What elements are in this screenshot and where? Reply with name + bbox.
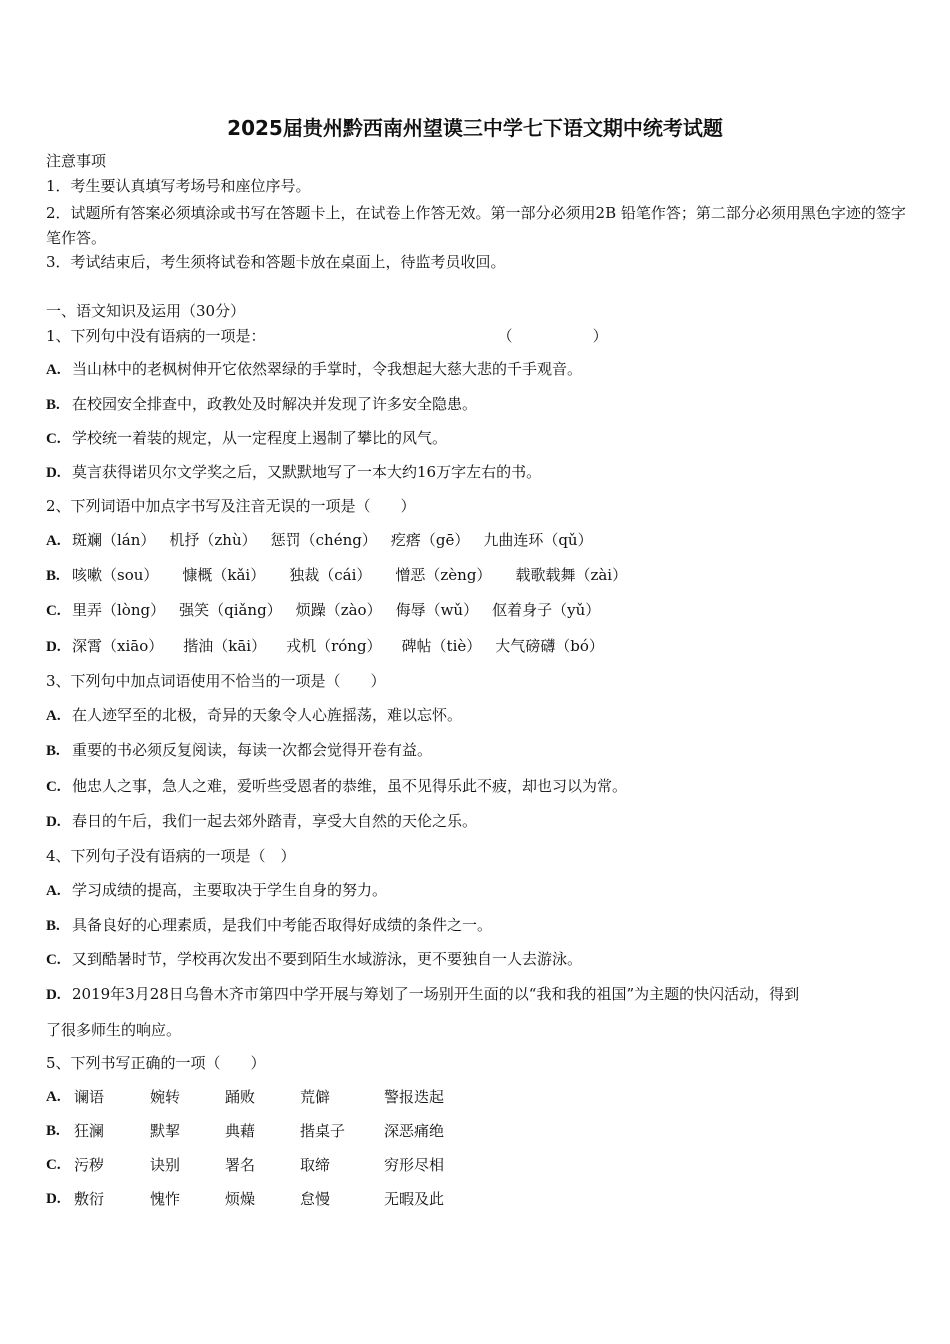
option-text: 在校园安全排查中，政教处及时解决并发现了许多安全隐患。 [72,395,478,413]
option-word: 愧怍 [150,1190,181,1208]
option-word: 揩油（kāi） [183,637,267,655]
option-word: 侮辱（wǔ） [395,601,479,619]
option-row [46,462,541,483]
option-row [46,428,447,449]
section-heading: 一、语文知识及运用（30分） [46,302,246,320]
option-row [46,915,492,936]
option-row [46,636,618,657]
answer-paren [498,326,608,346]
question-stem: 3、下列句中加点词语使用不恰当的一项是（ ） [46,672,386,690]
option-word: 典藉 [225,1122,256,1140]
option-row [46,811,477,832]
option-letter: C. [46,603,61,619]
option-row [46,530,607,551]
option-word: 强笑（qiǎng） [179,601,282,619]
option-word: 烦躁（zào） [295,601,382,619]
option-letter: B. [46,397,60,413]
option-letter: C. [46,779,61,795]
question-stem: 4、下列句子没有语病的一项是（ ） [46,847,296,865]
option-row [46,949,582,970]
option-word: 独裁（cái） [289,566,372,584]
option-word: 伛着身子（yǔ） [492,601,601,619]
option-word: 诀别 [150,1156,181,1174]
notice-heading: 注意事项 [46,152,107,170]
option-word: 咳嗽（sou） [72,566,159,584]
option-word: 载歌载舞（zài） [515,566,628,584]
page-title: 2025届贵州黔西南州望谟三中学七下语文期中统考试题 [227,116,723,140]
option-word: 憎恶（zèng） [395,566,492,584]
option-letter: D. [46,814,61,830]
option-letter: D. [46,1191,61,1207]
option-word: 疙瘩（gē） [390,531,470,549]
notice-item: 2．试题所有答案必须填涂或书写在答题卡上，在试卷上作答无效。第一部分必须用2B 铅笔作答；第二部分必须用黑色字迹的签字笔作答。 [46,204,906,247]
option-letter: B. [46,918,60,934]
option-letter: C. [46,431,61,447]
option-word: 踊败 [225,1088,256,1106]
option-text: 学校统一着装的规定，从一定程度上遏制了攀比的风气。 [72,429,448,447]
option-row [46,776,627,797]
option-word: 污秽 [74,1156,105,1174]
option-word: 碑帖（tiè） [401,637,482,655]
question-stem: 5、下列书写正确的一项（ ） [46,1054,266,1072]
option-letter: A. [46,708,61,724]
option-row [46,705,462,726]
option-word: 婉转 [150,1088,181,1106]
option-letter: D. [46,465,61,481]
option-letter: B. [46,568,60,584]
option-word: 深恶痛绝 [384,1122,445,1140]
option-word: 九曲连环（qǔ） [483,531,593,549]
q1-stem-text: 1、下列句中没有语病的一项是： [46,327,266,345]
option-text: 学习成绩的提高，主要取决于学生自身的努力。 [72,881,388,899]
notice-item: 3．考试结束后，考生须将试卷和答题卡放在桌面上，待监考员收回。 [46,253,506,271]
option-word: 大气磅礴（bó） [495,637,604,655]
option-word: 谰语 [74,1088,105,1106]
option-text: 具备良好的心理素质，是我们中考能否取得好成绩的条件之一。 [72,916,493,934]
option-word: 取缔 [300,1156,331,1174]
option-text: 他忠人之事，急人之难，爱听些受恩者的恭维，虽不见得乐此不疲，却也习以为常。 [72,777,628,795]
option-letter: A. [46,883,61,899]
option-letter: C. [46,1157,61,1173]
option-row [46,394,477,415]
option-letter: C. [46,952,61,968]
option-text: 莫言获得诺贝尔文学奖之后，又默默地写了一本大约16万字左右的书。 [72,463,542,481]
option-continuation: 了很多师生的响应。 [46,1021,182,1039]
option-text: 当山林中的老枫树伸开它依然翠绿的手掌时，令我想起大慈大悲的千手观音。 [72,360,583,378]
option-word: 怠慢 [300,1190,331,1208]
option-word: 戎机（róng） [286,637,382,655]
option-word: 署名 [225,1156,256,1174]
option-word: 烦燥 [225,1190,256,1208]
option-word: 警报迭起 [384,1088,445,1106]
option-word: 里弄（lòng） [72,601,166,619]
option-word: 机抒（zhù） [169,531,257,549]
paren-open: （ [497,327,513,345]
option-text: 又到酷暑时节，学校再次发出不要到陌生水域游泳，更不要独自一人去游泳。 [72,950,583,968]
question-stem: 2、下列词语中加点字书写及注音无误的一项是（ ） [46,497,416,515]
option-letter: D. [46,639,61,655]
option-word: 穷形尽相 [384,1156,445,1174]
option-word: 敷衍 [74,1190,105,1208]
notice-item: 1．考生要认真填写考场号和座位序号。 [46,177,311,195]
option-row [46,740,432,761]
option-letter: B. [46,1123,60,1139]
option-row [46,880,387,901]
option-letter: A. [46,533,61,549]
option-letter: B. [46,743,60,759]
option-text: 在人迹罕至的北极，奇异的天象令人心旌摇荡，难以忘怀。 [72,706,463,724]
option-text: 重要的书必须反复阅读，每读一次都会觉得开卷有益。 [72,741,433,759]
option-word: 揩桌子 [300,1122,346,1140]
option-word: 斑斓（lán） [72,531,156,549]
option-word: 无暇及此 [384,1190,445,1208]
option-letter: A. [46,1089,61,1105]
option-row [46,359,582,380]
option-text: 春日的午后，我们一起去郊外踏青，享受大自然的天伦之乐。 [72,812,478,830]
option-word: 荒僻 [300,1088,331,1106]
option-letter: D. [46,987,61,1003]
option-text: 2019年3月28日乌鲁木齐市第四中学开展与筹划了一场别开生面的以“我和我的祖国”为主题的快闪活动，得到 [72,985,800,1003]
option-word: 深霄（xiāo） [72,637,164,655]
option-row [46,565,641,586]
option-word: 狂澜 [74,1122,105,1140]
option-row [46,984,799,1005]
option-row [46,600,614,621]
paren-close: ） [592,327,608,345]
option-word: 慷概（kǎi） [182,566,266,584]
question-stem [46,326,608,346]
option-word: 惩罚（chéng） [270,531,377,549]
option-word: 默挈 [150,1122,181,1140]
option-letter: A. [46,362,61,378]
